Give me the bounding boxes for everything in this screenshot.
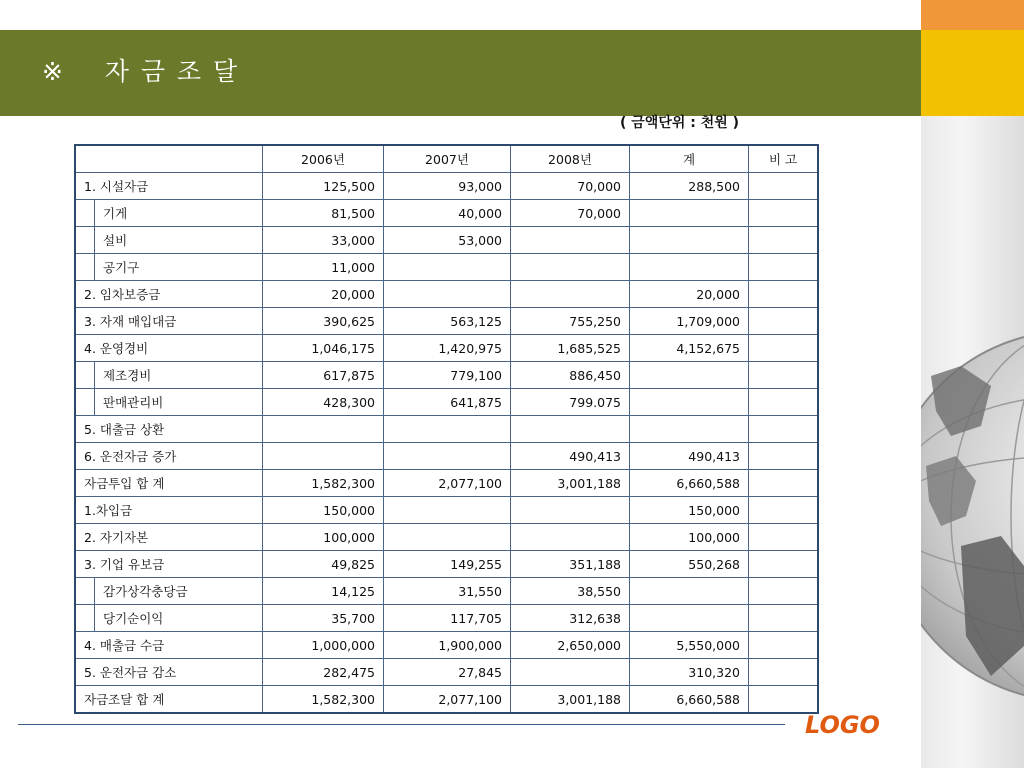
value-cell: 2,077,100: [384, 686, 511, 714]
table-row: [75, 389, 818, 416]
value-cell: 428,300: [263, 389, 384, 416]
footer-divider: [18, 724, 785, 725]
value-cell: 38,550: [511, 578, 630, 605]
value-cell: 11,000: [263, 254, 384, 281]
value-cell: [263, 416, 384, 443]
header-2008: 2008년: [511, 145, 630, 173]
row-sublabel: 감가상각충당금: [95, 578, 263, 605]
row-label: 1.차입금: [75, 497, 263, 524]
value-cell: [384, 281, 511, 308]
value-cell: [749, 443, 819, 470]
row-sublabel: 공기구: [95, 254, 263, 281]
value-cell: [511, 227, 630, 254]
indent-cell: [75, 389, 95, 416]
row-label: 3. 기업 유보금: [75, 551, 263, 578]
value-cell: [749, 605, 819, 632]
table-row: [75, 497, 818, 524]
table-row: [75, 362, 818, 389]
header-total: 계: [630, 145, 749, 173]
header-2006: 2006년: [263, 145, 384, 173]
value-cell: 490,413: [511, 443, 630, 470]
side-decoration-panel: [921, 116, 1024, 768]
row-sublabel: 판매관리비: [95, 389, 263, 416]
value-cell: 3,001,188: [511, 470, 630, 497]
value-cell: [263, 443, 384, 470]
value-cell: 1,900,000: [384, 632, 511, 659]
value-cell: 6,660,588: [630, 470, 749, 497]
row-label: 5. 대출금 상환: [75, 416, 263, 443]
value-cell: 100,000: [630, 524, 749, 551]
value-cell: 886,450: [511, 362, 630, 389]
value-cell: [384, 416, 511, 443]
value-cell: [630, 389, 749, 416]
value-cell: 282,475: [263, 659, 384, 686]
table-row: [75, 308, 818, 335]
value-cell: [749, 416, 819, 443]
value-cell: [749, 227, 819, 254]
value-cell: 53,000: [384, 227, 511, 254]
table-row: [75, 281, 818, 308]
value-cell: 310,320: [630, 659, 749, 686]
value-cell: [749, 200, 819, 227]
row-label: 3. 자재 매입대금: [75, 308, 263, 335]
value-cell: [384, 497, 511, 524]
value-cell: [630, 605, 749, 632]
value-cell: 35,700: [263, 605, 384, 632]
row-sublabel: 기게: [95, 200, 263, 227]
value-cell: 70,000: [511, 173, 630, 200]
value-cell: 390,625: [263, 308, 384, 335]
value-cell: [511, 416, 630, 443]
value-cell: 125,500: [263, 173, 384, 200]
value-cell: 33,000: [263, 227, 384, 254]
value-cell: [749, 173, 819, 200]
value-cell: [511, 254, 630, 281]
row-label: 2. 자기자본: [75, 524, 263, 551]
value-cell: [749, 281, 819, 308]
value-cell: [749, 659, 819, 686]
value-cell: 1,420,975: [384, 335, 511, 362]
value-cell: [749, 551, 819, 578]
table-row: [75, 443, 818, 470]
value-cell: 3,001,188: [511, 686, 630, 714]
value-cell: 1,582,300: [263, 686, 384, 714]
value-cell: [749, 578, 819, 605]
table-row: [75, 632, 818, 659]
value-cell: 149,255: [384, 551, 511, 578]
slide-title: ※ 자 금 조 달: [42, 57, 240, 86]
row-label: 2. 임차보증금: [75, 281, 263, 308]
value-cell: 6,660,588: [630, 686, 749, 714]
row-label: 자금조달 합 계: [75, 686, 263, 714]
logo: LOGO: [805, 711, 880, 739]
value-cell: [511, 497, 630, 524]
corner-accent-yellow: [921, 30, 1024, 116]
row-label: 4. 운영경비: [75, 335, 263, 362]
table-row: [75, 173, 818, 200]
value-cell: 288,500: [630, 173, 749, 200]
unit-note: ( 금액단위 : 천원 ): [620, 115, 740, 131]
value-cell: [630, 200, 749, 227]
value-cell: 1,709,000: [630, 308, 749, 335]
value-cell: [511, 659, 630, 686]
value-cell: 14,125: [263, 578, 384, 605]
funding-table: [74, 144, 819, 714]
value-cell: [384, 524, 511, 551]
value-cell: [630, 362, 749, 389]
value-cell: [384, 443, 511, 470]
value-cell: 779,100: [384, 362, 511, 389]
value-cell: [630, 254, 749, 281]
value-cell: [384, 254, 511, 281]
row-sublabel: 당기순이익: [95, 605, 263, 632]
table-row: [75, 335, 818, 362]
row-label: 4. 매출금 수금: [75, 632, 263, 659]
corner-accent-orange: [921, 0, 1024, 30]
row-label: 자금투입 합 계: [75, 470, 263, 497]
value-cell: 1,582,300: [263, 470, 384, 497]
table-row: [75, 659, 818, 686]
table-row: [75, 200, 818, 227]
table-row: [75, 686, 818, 714]
value-cell: 2,077,100: [384, 470, 511, 497]
value-cell: 799.075: [511, 389, 630, 416]
table-body: [75, 173, 818, 714]
value-cell: [749, 470, 819, 497]
value-cell: [749, 497, 819, 524]
indent-cell: [75, 578, 95, 605]
value-cell: [630, 227, 749, 254]
value-cell: 20,000: [630, 281, 749, 308]
indent-cell: [75, 200, 95, 227]
indent-cell: [75, 362, 95, 389]
header-remarks: 비 고: [749, 145, 819, 173]
value-cell: 5,550,000: [630, 632, 749, 659]
value-cell: 312,638: [511, 605, 630, 632]
indent-cell: [75, 605, 95, 632]
value-cell: 550,268: [630, 551, 749, 578]
value-cell: 70,000: [511, 200, 630, 227]
value-cell: [749, 362, 819, 389]
value-cell: 1,000,000: [263, 632, 384, 659]
value-cell: 755,250: [511, 308, 630, 335]
value-cell: 490,413: [630, 443, 749, 470]
table-row: [75, 416, 818, 443]
value-cell: 27,845: [384, 659, 511, 686]
value-cell: [511, 524, 630, 551]
indent-cell: [75, 227, 95, 254]
header-2007: 2007년: [384, 145, 511, 173]
value-cell: 563,125: [384, 308, 511, 335]
globe-icon: [921, 316, 1024, 768]
value-cell: 100,000: [263, 524, 384, 551]
value-cell: 117,705: [384, 605, 511, 632]
row-sublabel: 설비: [95, 227, 263, 254]
value-cell: 81,500: [263, 200, 384, 227]
table-row: [75, 524, 818, 551]
value-cell: [749, 524, 819, 551]
value-cell: [749, 308, 819, 335]
value-cell: 1,685,525: [511, 335, 630, 362]
row-label: 1. 시설자금: [75, 173, 263, 200]
table-row: [75, 470, 818, 497]
table-row: [75, 605, 818, 632]
value-cell: [749, 335, 819, 362]
value-cell: 93,000: [384, 173, 511, 200]
value-cell: 20,000: [263, 281, 384, 308]
value-cell: 49,825: [263, 551, 384, 578]
value-cell: 617,875: [263, 362, 384, 389]
table-row: [75, 578, 818, 605]
value-cell: 31,550: [384, 578, 511, 605]
value-cell: 4,152,675: [630, 335, 749, 362]
table-row: [75, 551, 818, 578]
table-row: [75, 254, 818, 281]
value-cell: 150,000: [263, 497, 384, 524]
value-cell: [630, 578, 749, 605]
value-cell: 351,188: [511, 551, 630, 578]
value-cell: [630, 416, 749, 443]
value-cell: [749, 632, 819, 659]
value-cell: 40,000: [384, 200, 511, 227]
value-cell: [749, 389, 819, 416]
value-cell: 1,046,175: [263, 335, 384, 362]
header-label-column: [75, 145, 263, 173]
row-label: 5. 운전자금 감소: [75, 659, 263, 686]
table-row: [75, 227, 818, 254]
table-header-row: [75, 145, 818, 173]
value-cell: 641,875: [384, 389, 511, 416]
value-cell: [749, 254, 819, 281]
row-sublabel: 제조경비: [95, 362, 263, 389]
value-cell: 150,000: [630, 497, 749, 524]
row-label: 6. 운전자금 증가: [75, 443, 263, 470]
value-cell: [511, 281, 630, 308]
value-cell: 2,650,000: [511, 632, 630, 659]
indent-cell: [75, 254, 95, 281]
